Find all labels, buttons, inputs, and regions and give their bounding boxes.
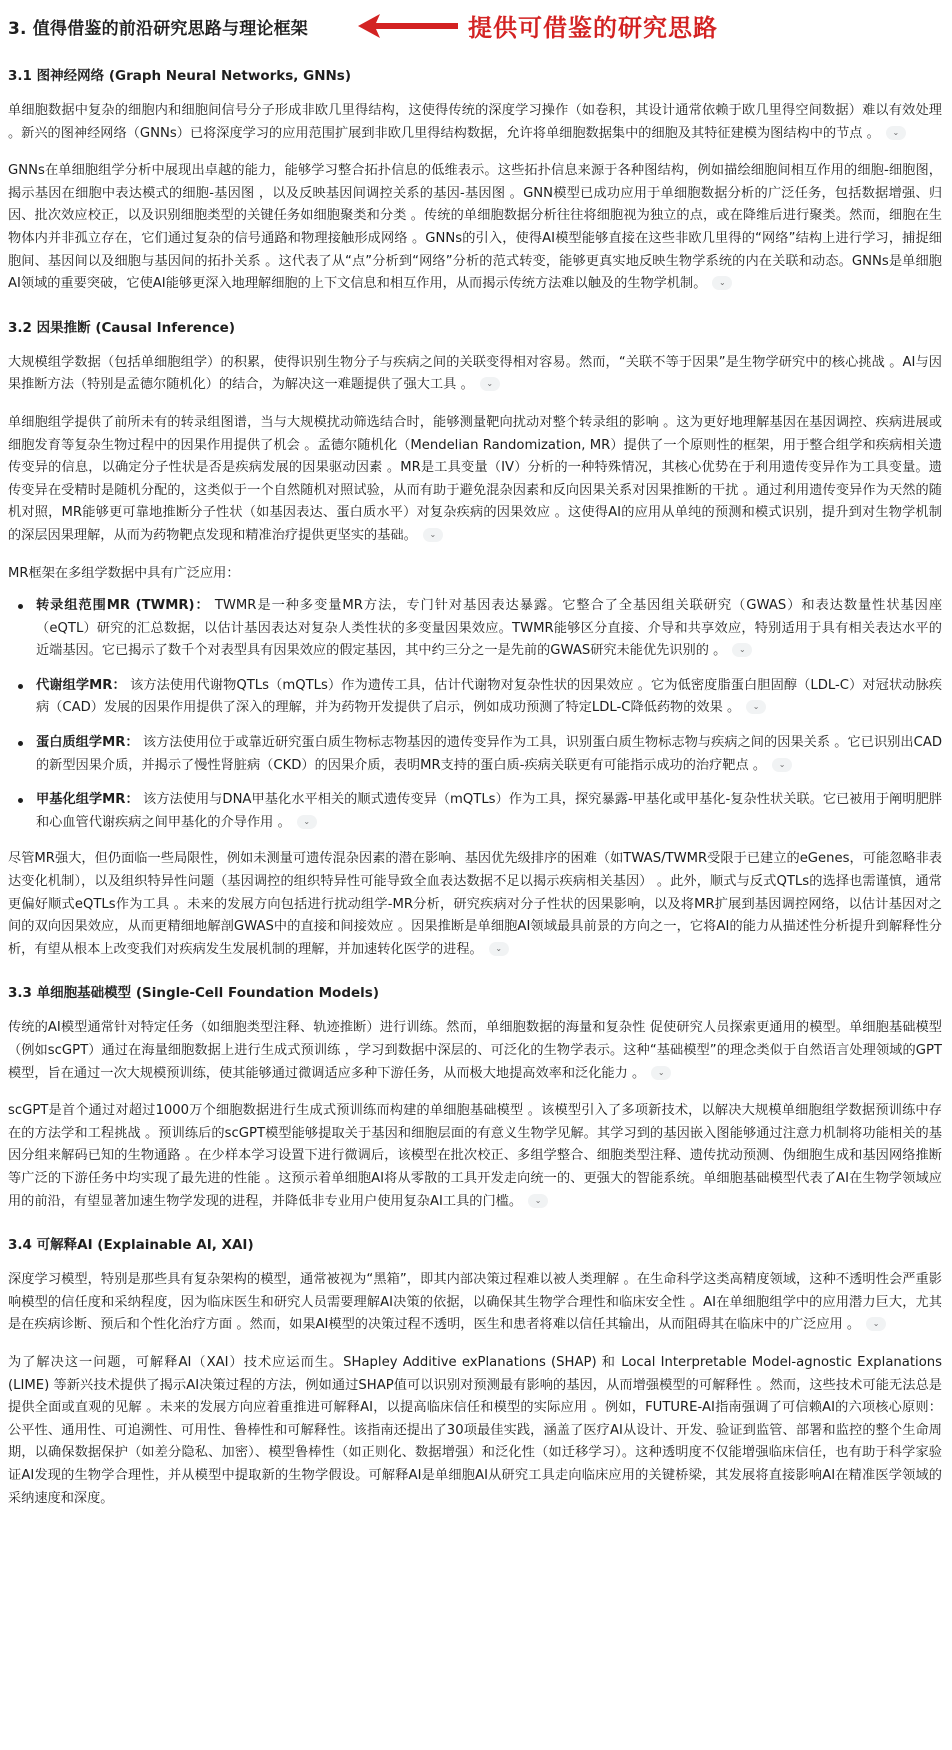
chevron-down-icon[interactable]: ⌄ — [651, 1066, 671, 1080]
section-heading-xai: 3.4 可解释AI (Explainable AI, XAI) — [8, 1237, 254, 1254]
bullet-icon — [18, 741, 23, 746]
chevron-down-icon[interactable]: ⌄ — [528, 1194, 548, 1208]
paragraph: scGPT是首个通过对超过1000万个细胞数据进行生成式预训练而构建的单细胞基础模型 。该模型引入了多项新技术，以解决大规模单细胞组学数据预训练中存在的方法学和工程挑战 。预训练后的scGPT模型能够提取关于基因和细胞层面的有意义生物学见解。其学习到的基因嵌入图能够通过注意力机制将功能相关的基因分组来解码已知的生物通路 。在少样本学习设置下进行微调后，该模型在批次校正、多组学整合、细胞类型注释、遗传扰动预测、伪细胞生成和基因网络推断等广泛的下游任务中均实现了最先进的性能 。这预示着单细胞AI将从零散的工具开发走向统一的、更强大的智能系统。单细胞基础模型代表了AI在生物学领域应用的前沿，有望显著加速生物学发现的进程，并降低非专业用户使用复杂AI工具的门槛。 ⌄ — [8, 1103, 942, 1209]
chevron-down-icon[interactable]: ⌄ — [732, 643, 752, 657]
section-heading-causal: 3.2 因果推断 (Causal Inference) — [8, 319, 236, 336]
list-item: 代谢组学MR： 该方法使用代谢物QTLs（mQTLs）作为遗传工具，估计代谢物对复杂性状的因果效应 。它为低密度脂蛋白胆固醇（LDL-C）对冠状动脉疾病（CAD）发展的因果作用提供了深入的理解，并为药物开发提供了启示，例如成功预测了特定LDL-C降低药物的效果 。 ⌄ — [8, 675, 942, 720]
paragraph: 传统的AI模型通常针对特定任务（如细胞类型注释、轨迹推断）进行训练。然而，单细胞数据的海量和复杂性 促使研究人员探索更通用的模型。单细胞基础模型（例如scGPT）通过在海量细胞数据上进行生成式预训练 ，学习到数据中深层的、可泛化的生物学表示。这种“基础模型”的理念类似于自然语言处理领域的GPT模型，旨在通过一次大规模预训练，使其能够通过微调适应多种下游任务，从而极大地提高效率和泛化能力 。 ⌄ — [8, 1020, 942, 1081]
section-heading-foundation: 3.3 单细胞基础模型 (Single-Cell Foundation Models) — [8, 985, 379, 1002]
list-item: 转录组范围MR (TWMR)： TWMR是一种多变量MR方法，专门针对基因表达暴露。它整合了全基因组关联研究（GWAS）和表达数量性状基因座（eQTL）研究的汇总数据，以估计基因表达对复杂人类性状的多变量因果效应。TWMR能够区分直接、介导和共享效应，特别适用于具有相关表达水平的近端基因。它已揭示了数千个对表型具有因果效应的假定基因，其中约三分之一是先前的GWAS研究未能优先识别的 。 ⌄ — [8, 595, 942, 663]
list-item: 蛋白质组学MR： 该方法使用位于或靠近研究蛋白质生物标志物基因的遗传变异作为工具，识别蛋白质生物标志物与疾病之间的因果关系 。它已识别出CAD的新型因果介质，并揭示了慢性肾脏病（CKD）的因果介质，表明MR支持的蛋白质-疾病关联更有可能指示成功的治疗靶点 。 ⌄ — [8, 732, 942, 777]
annotation — [356, 8, 718, 43]
list-item-term: 代谢组学MR： — [36, 677, 126, 693]
chevron-down-icon[interactable]: ⌄ — [423, 528, 443, 542]
bullet-icon — [18, 604, 23, 609]
list-item-term: 甲基化组学MR： — [36, 792, 139, 808]
chevron-down-icon[interactable]: ⌄ — [489, 942, 509, 956]
list-item-term: 转录组范围MR (TWMR)： — [36, 598, 210, 614]
chevron-down-icon[interactable]: ⌄ — [746, 700, 766, 714]
arrow-left-icon — [356, 11, 460, 41]
section-heading-gnn: 3.1 图神经网络 (Graph Neural Networks, GNNs) — [8, 68, 352, 84]
paragraph: 单细胞组学提供了前所未有的转录组图谱，当与大规模扰动筛选结合时，能够测量靶向扰动对整个转录组的影响 。这为更好地理解基因在基因调控、疾病进展或细胞发育等复杂生物过程中的因果作用提供了机会 。孟德尔随机化（Mendelian Randomization, MR）提供了一个原则性的框架，用于整合组学和疾病相关遗传变异的信息，以确定分子性状是否是疾病发展的因果驱动因素 。MR是工具变量（IV）分析的一种特殊情况，其核心优势在于利用遗传变异作为工具变量。遗传变异在受精时是随机分配的，这类似于一个自然随机对照试验，从而有助于避免混杂因素和反向因果关系对因果推断的干扰 。通过利用遗传变异作为天然的随机对照，MR能够更可靠地推断分子性状（如基因表达、蛋白质水平）对复杂疾病的因果效应 。这使得AI的应用从单纯的预测和模式识别，提升到对生物学机制的深层因果理解，从而为药物靶点发现和精准治疗提供更坚实的基础。 ⌄ — [8, 414, 942, 543]
bullet-icon — [18, 684, 23, 689]
list-item-term: 蛋白质组学MR： — [36, 735, 139, 751]
chevron-down-icon[interactable]: ⌄ — [866, 1317, 886, 1331]
list-intro: MR框架在多组学数据中具有广泛应用： — [8, 565, 240, 581]
mr-list — [8, 595, 942, 834]
annotation-text: 提供可借鉴的研究思路 — [468, 14, 718, 42]
header-row — [8, 8, 942, 50]
list-item: 甲基化组学MR： 该方法使用与DNA甲基化水平相关的顺式遗传变异（mQTLs）作为工具，探究暴露-甲基化或甲基化-复杂性状关联。它已被用于阐明肥胖和心血管代谢疾病之间甲基化的介导作用 。 ⌄ — [8, 789, 942, 834]
chevron-down-icon[interactable]: ⌄ — [712, 276, 732, 290]
chevron-down-icon[interactable]: ⌄ — [297, 815, 317, 829]
chevron-down-icon[interactable]: ⌄ — [480, 377, 500, 391]
chevron-down-icon[interactable]: ⌄ — [772, 758, 792, 772]
page-title: 3. 值得借鉴的前沿研究思路与理论框架 — [8, 19, 309, 39]
paragraph: 大规模组学数据（包括单细胞组学）的积累，使得识别生物分子与疾病之间的关联变得相对容易。然而，“关联不等于因果”是生物学研究中的核心挑战 。AI与因果推断方法（特别是孟德尔随机化）的结合，为解决这一难题提供了强大工具 。 ⌄ — [8, 354, 942, 393]
bullet-icon — [18, 798, 23, 803]
paragraph: 为了解决这一问题，可解释AI（XAI）技术应运而生。SHapley Additive exPlanations (SHAP) 和 Local Interpretable Model-agnostic Explanations (LIME) 等新兴技术提供了揭示AI决策过程的方法，例如通过SHAP值可以识别对预测最有影响的基因，从而增强模型的可解释性 。然而，这些技术可能无法总是提供全面或直观的见解 。未来的发展方向应着重推进可解释AI，以提高临床信任和模型的实际应用 。例如，FUTURE-AI指南强调了可信赖AI的六项核心原则：公平性、通用性、可追溯性、可用性、鲁棒性和可解释性。该指南还提出了30项最佳实践，涵盖了医疗AI从设计、开发、验证到监管、部署和监控的整个生命周期，以确保数据保护（如差分隐私、加密）、模型鲁棒性（如正则化、数据增强）和泛化性（如迁移学习）。这种透明度不仅能增强临床信任，也有助于科学家验证AI发现的生物学合理性，并从模型中提取新的生物学假设。可解释AI是单细胞AI从研究工具走向临床应用的关键桥梁，其发展将直接影响AI在精准医学领域的采纳速度和深度。 — [8, 1354, 942, 1506]
paragraph: GNNs在单细胞组学分析中展现出卓越的能力，能够学习整合拓扑信息的低维表示。这些拓扑信息来源于各种图结构，例如描绘细胞间相互作用的细胞-细胞图，揭示基因在细胞中表达模式的细胞-基因图 ，以及反映基因间调控关系的基因-基因图 。GNN模型已成功应用于单细胞数据分析的广泛任务，包括数据增强、归因、批次效应校正，以及识别细胞类型的关键任务如细胞聚类和分类 。传统的单细胞数据分析往往将细胞视为独立的点，或在降维后进行聚类。然而，细胞在生物体内并非孤立存在，它们通过复杂的信号通路和物理接触形成网络 。GNNs的引入，使得AI模型能够直接在这些非欧几里得的“网络”结构上进行学习，捕捉细胞间、基因间以及细胞与基因间的拓扑关系 。这代表了从“点”分析到“网络”分析的范式转变，能够更真实地反映生物学系统的内在关联和动态。GNNs是单细胞AI领域的重要突破，它使AI能够更深入地理解细胞的上下文信息和相互作用，从而揭示传统方法难以触及的生物学机制。 ⌄ — [8, 163, 942, 292]
paragraph: 单细胞数据中复杂的细胞内和细胞间信号分子形成非欧几里得结构，这使得传统的深度学习操作（如卷积，其设计通常依赖于欧几里得空间数据）难以有效处理 。新兴的图神经网络（GNNs）已将深度学习的应用范围扩展到非欧几里得结构数据，允许将单细胞数据集中的细胞及其特征建模为图结构中的节点 。 ⌄ — [8, 103, 942, 141]
paragraph: 尽管MR强大，但仍面临一些局限性，例如未测量可遗传混杂因素的潜在影响、基因优先级排序的困难（如TWAS/TWMR受限于已建立的eGenes，可能忽略非表达变化机制），以及组织特异性问题（基因调控的组织特异性可能导致全血表达数据不足以揭示疾病相关基因） 。此外，顺式与反式QTLs的选择也需谨慎，通常更偏好顺式eQTLs作为工具 。未来的发展方向包括进行扰动组学-MR分析，研究疾病对分子性状的因果影响，以及将MR扩展到基因调控网络，以估计基因对之间的双向因果效应，从而更精细地解剖GWAS中的直接和间接效应 。因果推断是单细胞AI领域最具前景的方向之一，它将AI的能力从描述性分析提升到解释性分析，有望从根本上改变我们对疾病发生发展机制的理解，并加速转化医学的进程。 ⌄ — [8, 851, 942, 957]
chevron-down-icon[interactable]: ⌄ — [886, 126, 906, 140]
paragraph: 深度学习模型，特别是那些具有复杂架构的模型，通常被视为“黑箱”，即其内部决策过程难以被人类理解 。在生命科学这类高精度领域，这种不透明性会严重影响模型的信任度和采纳程度，因为临床医生和研究人员需要理解AI决策的依据，以确保其生物学合理性和临床安全性 。AI在单细胞组学中的应用潜力巨大，尤其是在疾病诊断、预后和个性化治疗方面 。然而，如果AI模型的决策过程不透明，医生和患者将难以信任其输出，从而阻碍其在临床中的广泛应用 。 ⌄ — [8, 1272, 942, 1333]
